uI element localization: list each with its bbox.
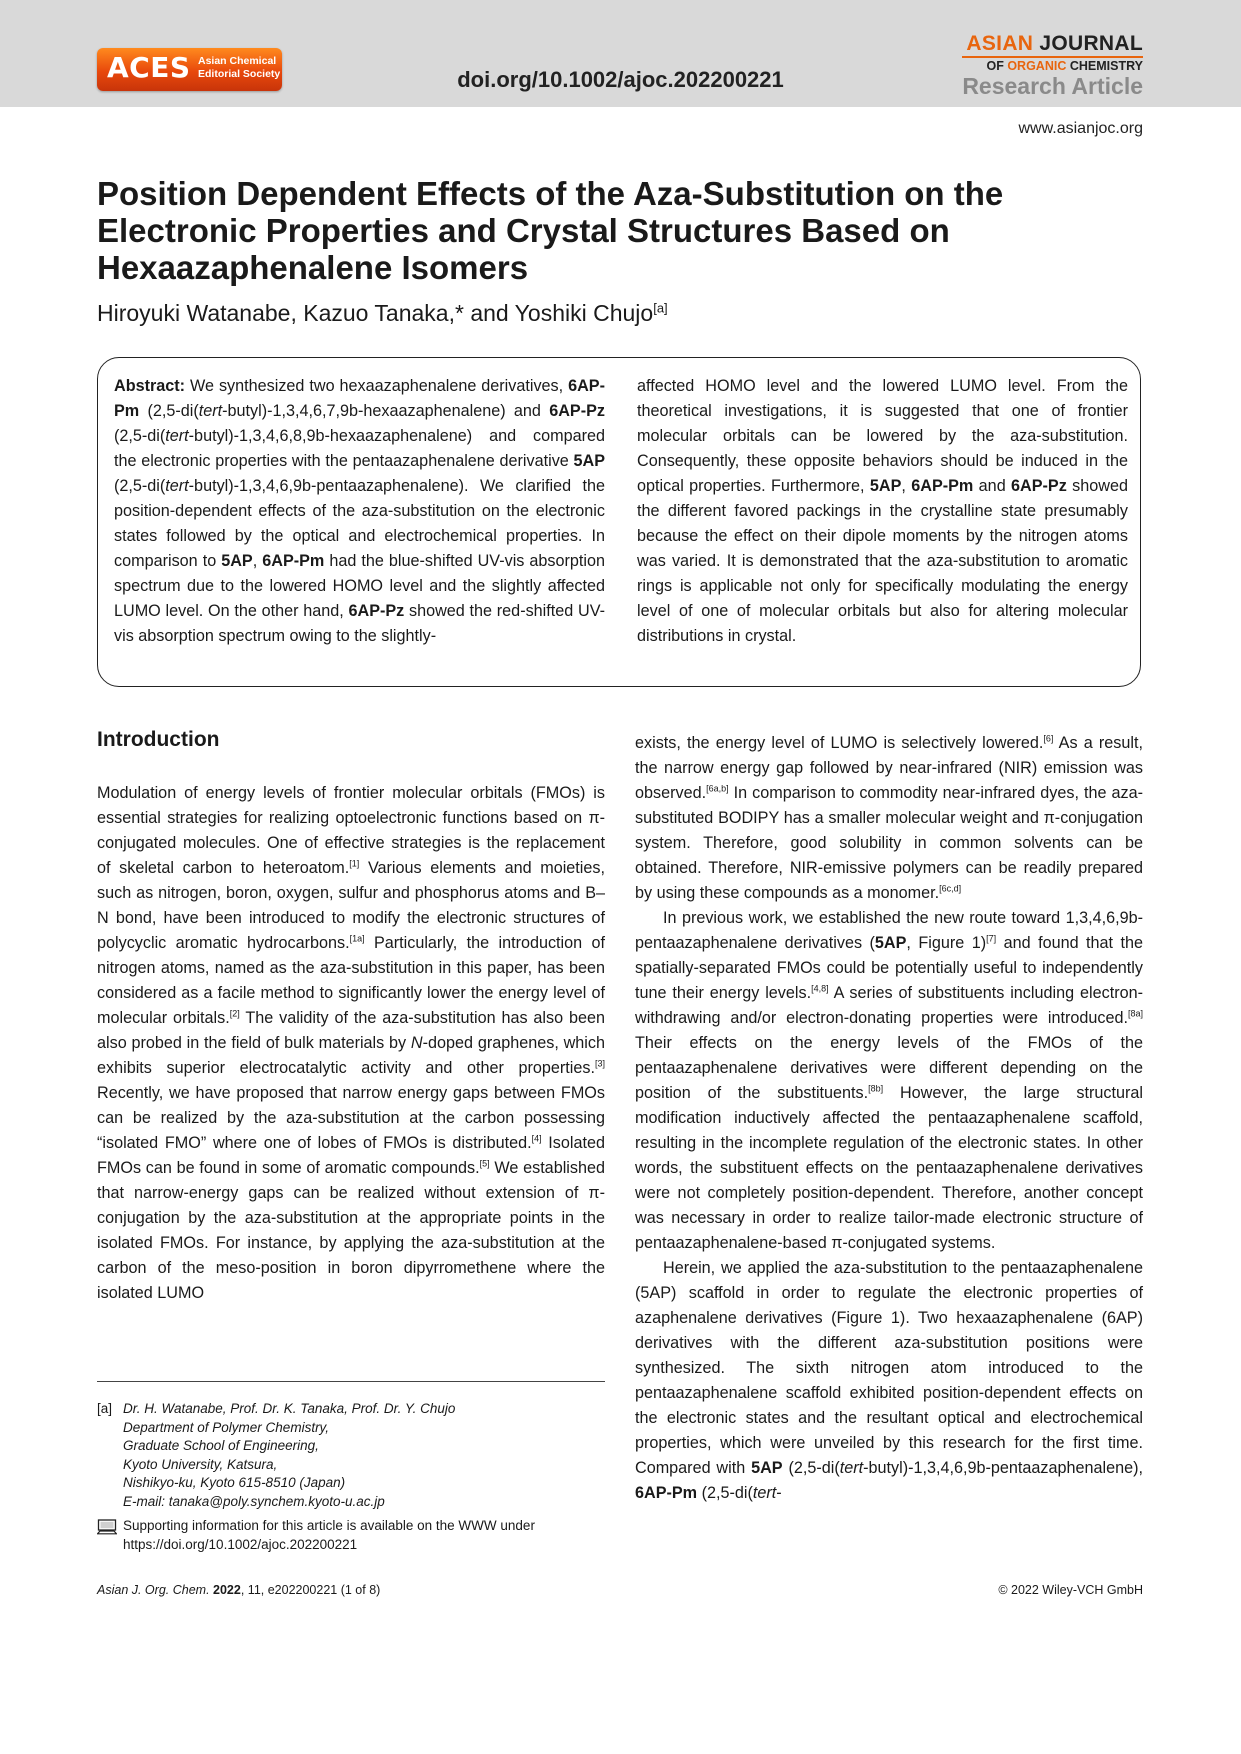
aces-logo-word: ACES: [107, 51, 191, 84]
journal-name-line1: ASIAN JOURNAL: [966, 32, 1143, 55]
page-citation: Asian J. Org. Chem. 2022, 11, e202200221 (1 of 8): [97, 1583, 381, 1597]
abstract-text-left: Abstract: We synthesized two hexaazaphenalene derivatives, 6AP-Pm (2,5-di(tert-butyl)-1,3,4,6,7,9b-hexaazaphenalene) and 6AP-Pz (2,5-di(tert-butyl)-1,3,4,6,8,9b-hexaazaphenalene) and compared the electronic properties with the pentaazaphenalene derivative 5AP (2,5-di(tert-butyl)-1,3,4,6,9b-pentaazaphenalene). We clarified the position-dependent effects of the aza-substitution on the electronic states followed by the optical and electrochemical properties. In comparison to 5AP, 6AP-Pm had the blue-shifted UV-vis absorption spectrum due to the lowered HOMO level and the slightly affected LUMO level. On the other hand, 6AP-Pz showed the red-shifted UV-vis absorption spectrum owing to the slightly-: [114, 377, 605, 645]
footnote-affiliation: [97, 1400, 607, 1554]
journal-website[interactable]: www.asianjoc.org: [1018, 120, 1143, 137]
article-title: Position Dependent Effects of the Aza-Substitution on the Electronic Properties and Crystal Structures Based on Hexaazaphenalene Isomers: [97, 175, 1004, 286]
author-list: Hiroyuki Watanabe, Kazuo Tanaka,* and Yoshiki Chujo[a]: [97, 300, 668, 326]
footnote-tag: [a]: [97, 1401, 113, 1416]
article-type: Research Article: [962, 73, 1143, 99]
supporting-info-note: Supporting information for this article is available on the WWW under https://doi.org/10.1002/ajoc.202200221: [97, 1517, 607, 1554]
aces-sub-line1: Asian Chemical: [198, 55, 277, 67]
journal-logo: [962, 33, 1143, 98]
aces-sub-line2: Editorial Society: [198, 68, 281, 80]
body-text-right: exists, the energy level of LUMO is selectively lowered.[6] As a result, the narrow energy gap followed by near-infrared (NIR) emission was observed.[6a,b] In comparison to commodity near-infrared dyes, the aza-substituted BODIPY has a smaller molecular weight and π-conjugation system. Therefore, good solubility in common solvents can be obtained. Therefore, NIR-emissive polymers can be readily prepared by using these compounds as a monomer.[6c,d] In previous work, we established the new route toward 1,3,4,6,9b-pentaazaphenalene derivatives (5AP, Figure 1)[7] and found that the spatially-separated FMOs could be potentially useful to independently tune their energy levels.[4,8] A series of substituents including electron-withdrawing and/or electron-donating properties were introduced.[8a] Their effects on the energy levels of the FMOs of the pentaazaphenalene derivatives were different depending on the position of the substituents.[8b] However, the large structural modification inductively affected the pentaazaphenalene scaffold, resulting in the incomplete regulation of the electronic states. In other words, the substituent effects on the pentaazaphenalene derivatives were not completely position-dependent. Therefore, another concept was necessary in order to realize tailor-made electronic structure of pentaazaphenalene-based π-conjugated systems. Herein, we applied the aza-substitution to the pentaazaphenalene (5AP) scaffold in order to regulate the electronic properties of azaphenalene derivatives (Figure 1). Two hexaazaphenalene (6AP) derivatives with the different aza-substitution positions were synthesized. The sixth nitrogen atom introduced to the pentaazaphenalene scaffold exhibited position-dependent effects on the electronic states and the resultant optical and electrochemical properties, which were unveiled by this research for the first time. Compared with 5AP (2,5-di(tert-butyl)-1,3,4,6,9b-pentaazaphenalene), 6AP-Pm (2,5-di(tert-: [635, 733, 1144, 1502]
corresponding-email: E-mail: tanaka@poly.synchem.kyoto-u.ac.jp: [123, 1493, 385, 1509]
doi-link[interactable]: doi.org/10.1002/ajoc.202200221: [457, 67, 784, 92]
affiliation-lines: Dr. H. Watanabe, Prof. Dr. K. Tanaka, Prof. Dr. Y. Chujo Department of Polymer Chemistry, Graduate School of Engineering, Kyoto University, Katsura, Nishikyo-ku, Kyoto 615-8510 (Japan) E-mail: tanaka@poly.synchem.kyoto-u.ac.jp: [123, 1400, 607, 1511]
copyright: © 2022 Wiley-VCH GmbH: [998, 1583, 1143, 1597]
body-text-left: Modulation of energy levels of frontier molecular orbitals (FMOs) is essential strategies for realizing optoelectronic functions based on π-conjugated molecules. One of effective strategies is the replacement of skeletal carbon to heteroatom.[1] Various elements and moieties, such as nitrogen, boron, oxygen, sulfur and phosphorus atoms and B–N bond, have been introduced to modify the electronic structures of polycyclic aromatic hydrocarbons.[1a] Particularly, the introduction of nitrogen atoms, named as the aza-substitution in this paper, has been considered as a facile method to significantly lower the energy level of molecular orbitals.[2] The validity of the aza-substitution has also been also probed in the field of bulk materials by N-doped graphenes, which exhibits superior electrocatalytic activity and other properties.[3] Recently, we have proposed that narrow energy gaps between FMOs can be realized by the aza-substitution at the carbon possessing “isolated FMO” where one of lobes of FMOs is distributed.[4] Isolated FMOs can be found in some of aromatic compounds.[5] We established that narrow-energy gaps can be realized without extension of π-conjugation by the aza-substitution at the appropriate points in the isolated FMOs. For instance, by applying the aza-substitution at the carbon of the meso-position in boron dipyrromethene where the isolated LUMO: [97, 784, 605, 1302]
section-heading-introduction: Introduction: [97, 728, 220, 751]
journal-name-line2: OF ORGANIC CHEMISTRY: [962, 56, 1143, 74]
computer-icon: [97, 1519, 117, 1535]
footnote-divider: [97, 1381, 605, 1382]
abstract-text-right: affected HOMO level and the lowered LUMO level. From the theoretical investigations, it is suggested that one of frontier molecular orbitals can be lowered by the aza-substitution. Consequently, these opposite behaviors should be induced in the optical properties. Furthermore, 5AP, 6AP-Pm and 6AP-Pz showed the different favored packings in the crystalline state presumably because the effect on their dipole moments by the nitrogen atoms was varied. It is demonstrated that the aza-substitution to aromatic rings is applicable not only for specifically modulating the energy level of one of molecular orbitals but also for altering molecular distributions in crystal.: [637, 377, 1128, 645]
